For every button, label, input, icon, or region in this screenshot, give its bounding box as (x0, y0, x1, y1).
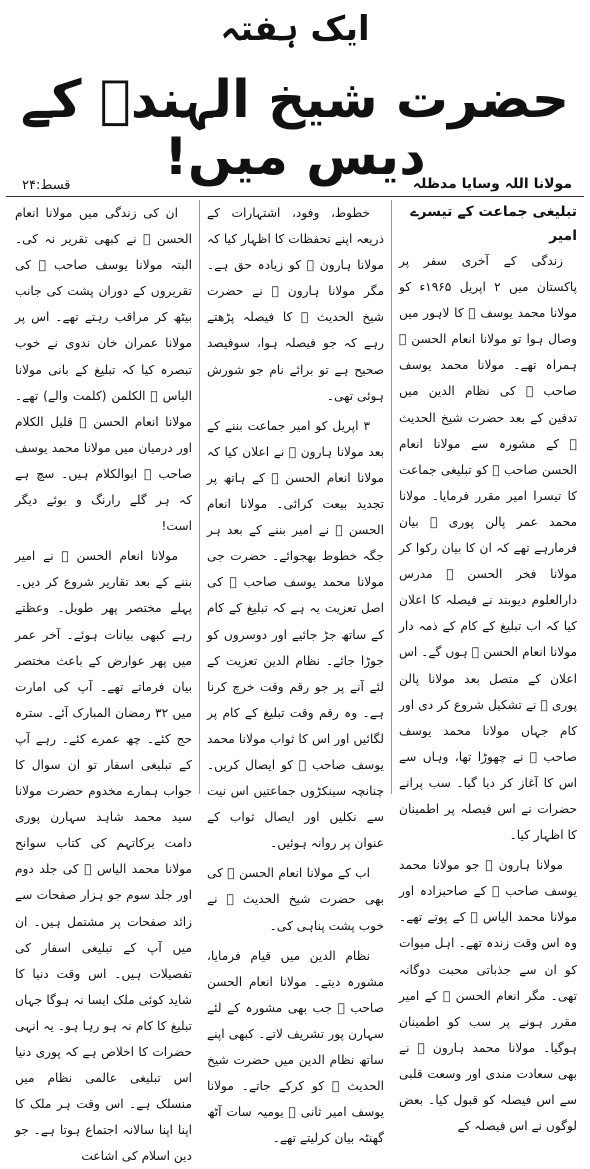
paragraph: ان کی زندگی میں مولانا انعام الحسن ﷫ نے کبھی تقریر نہ کی۔ البتہ مولانا یوسف صاحب ﷫ کی تقریروں کے دوران پشت کی جانب بیٹھ کر مراقب رہتے تھے۔ اس پر مولانا عمران خان ندوی نے خوب تبصرہ کیا کہ تبلیغ کے بانی مولانا الیاس ﷫ الکلمن (کلمت والے) تھے۔ مولانا انعام الحسن ﷫ قلیل الکلام اور درمیان میں مولانا محمد یوسف صاحب ﷫ ابوالکلام ہیں۔ سچ ہے کہ ہر گلے رارنگ و بوئے دیگر است! (15, 206, 192, 534)
paragraph: اب کے مولانا انعام الحسن ﷫ کی بھی حضرت شیخ الحدیث ﷫ نے خوب پشت پناہی کی۔ (207, 866, 384, 933)
paragraph: مولانا ہارون ﷫ جو مولانا محمد یوسف صاحب ﷫ کے صاحبزادہ اور مولانا محمد الیاس ﷫ کے پوتے تھے۔ وہ اس وقت زندہ تھے۔ اہل میوات کو ان سے جذباتی محبت دوگانہ تھی۔ مگر انعام الحسن ﷫ کے امیر مقرر ہونے پر سب کو اطمینان ہوگیا۔ مولانا محمد ہارون ﷫ نے بھی سعادت مندی اور وسعت قلبی سے اس فیصلہ کو قبول کیا۔ بعض لوگوں نے اس فیصلہ کے (399, 858, 577, 1134)
article-columns (8, 200, 584, 1164)
article-kicker: ایک ہفتہ (220, 9, 370, 49)
article-column-left (8, 200, 200, 1164)
header-divider (6, 196, 584, 197)
article-column-right (392, 200, 584, 1134)
installment-number: قسط:۲۴ (22, 178, 71, 193)
article-column-middle (200, 200, 392, 1146)
paragraph: ۳ اپریل کو امیر جماعت بننے کے بعد مولانا ہارون ﷫ نے اعلان کیا کہ مولانا انعام الحسن ﷫ کے ہاتھ پر تجدید بیعت کرائی۔ مولانا انعام الحسن ﷫ نے امیر بننے کے بعد ہر جگہ خطوط بھجوائے۔ حضرت جی مولانا محمد یوسف صاحب ﷫ کی اصل تعزیت یہ ہے کہ تبلیغ کے کام کے ساتھ جڑ جائیے اور دوسروں کو جوڑا جائے۔ نظام الدین تعزیت کے لئے آنے پر جو رقم وقت خرچ کرنا ہے۔ وہ رقم وقت تبلیغ کے کام پر لگائیں اور اس کا ثواب مولانا محمد یوسف صاحب ﷫ کو ایصال کریں۔ چنانچہ سینکڑوں جماعتیں اس نیت سے نکلیں اور ایصال ثواب کے عنوان پر روانہ ہوئیں۔ (207, 418, 384, 851)
article-headline: حضرت شیخ الہندؒ کے دیس میں! (20, 70, 570, 188)
author-byline: مولانا اللہ وسایا مدظلہ (412, 176, 572, 192)
paragraph: نظام الدین میں قیام فرمایا، مشورہ دیتے۔ مولانا انعام الحسن صاحب ﷫ جب بھی مشورہ کے لئے سہارن پور تشریف لاتے۔ کبھی اپنے ساتھ نظام الدین میں حضرت شیخ الحدیث ﷫ کو کرکے جاتے۔ مولانا یوسف امیر ثانی ﷫ یومیہ سات آٹھ گھنٹہ بیان کرلیتے تھے۔ (207, 948, 384, 1146)
paragraph: زندگی کے آخری سفر پر پاکستان میں ۲ اپریل ۱۹۶۵ء کو مولانا محمد یوسف ﷫ کا لاہور میں وصال ہوا تو مولانا انعام الحسن ﷫ ہمراہ تھے۔ مولانا محمد یوسف صاحب ﷫ کی نظام الدین میں تدفین کے بعد حضرت شیخ الحدیث ﷫ کے مشورہ سے مولانا انعام الحسن صاحب ﷫ کو تبلیغی جماعت کا تیسرا امیر مقرر فرمایا۔ مولانا محمد عمر پالن پوری ﷫ بیان فرمارہے تھے کہ ان کا بیان رکوا کر مولانا فخر الحسن ﷫ مدرس دارالعلوم دیوبند نے فیصلہ کا اعلان کیا کہ اب تبلیغ کے کام کے ذمہ دار مولانا انعام الحسن ﷫ ہوں گے۔ اس اعلان کے متصل بعد مولانا پالن پوری ﷫ نے تشکیل شروع کر دی اور کام جہاں مولانا محمد یوسف صاحب ﷫ نے چھوڑا تھا، وہاں سے اس کا آغاز کر دیا گیا۔ سب پرانے حضرات نے اس فیصلہ پر اطمینان کا اظہار کیا۔ (399, 254, 578, 843)
section-subhead: تبلیغی جماعت کے تیسرے امیر (410, 204, 577, 244)
paragraph: مولانا انعام الحسن ﷫ نے امیر بننے کے بعد تقاریر شروع کر دیں۔ پہلے مختصر پھر طویل۔ وعظتے رہے کبھی بیانات ہوئے۔ آخر عمر میں پھر عوارض کے باعث مختصر بیان فرماتے تھے۔ آپ کی امارت میں ۳۲ رمضان المبارک آئے۔ سترہ حج کئے۔ چھ عمرے کئے۔ رہے آپ کے تبلیغی اسفار تو ان سوال کا جواب ہمارے مخدوم حضرت مولانا سید محمد شاہد سہارن پوری دامت برکاتہم کی کتاب سوانح مولانا محمد الیاس ﷫ کی جلد دوم اور جلد سوم جو ہزار صفحات سے زائد صفحات پر مشتمل ہیں۔ ان میں آپ کے تبلیغی اسفار کی تفصیلات ہیں۔ اس وقت دنیا کا شاید کوئی ملک ایسا نہ ہوگا جہاں تبلیغ کا کام نہ ہو رہا ہو۔ یہ انہی حضرات کا اخلاص ہے کہ پوری دنیا اس تبلیغی عالمی نظام میں منسلک ہے۔ اس وقت ہر ملک کا اپنا اپنا سالانہ اجتماع ہوتا ہے۔ جو دین اسلام کی اشاعت (15, 549, 192, 1164)
paragraph: خطوط، وفود، اشتہارات کے ذریعہ اپنے تحفظات کا اظہار کیا کہ مولانا ہارون ﷫ کو زیادہ حق ہے۔ مگر مولانا ہارون ﷫ نے حضرت شیخ الحدیث ﷫ کا فیصلہ پڑھتے رہے کہ جو فیصلہ ہوا، سوفیصد صحیح ہے تو برائے نام جو شورش ہوئی تھی۔ (207, 206, 384, 403)
